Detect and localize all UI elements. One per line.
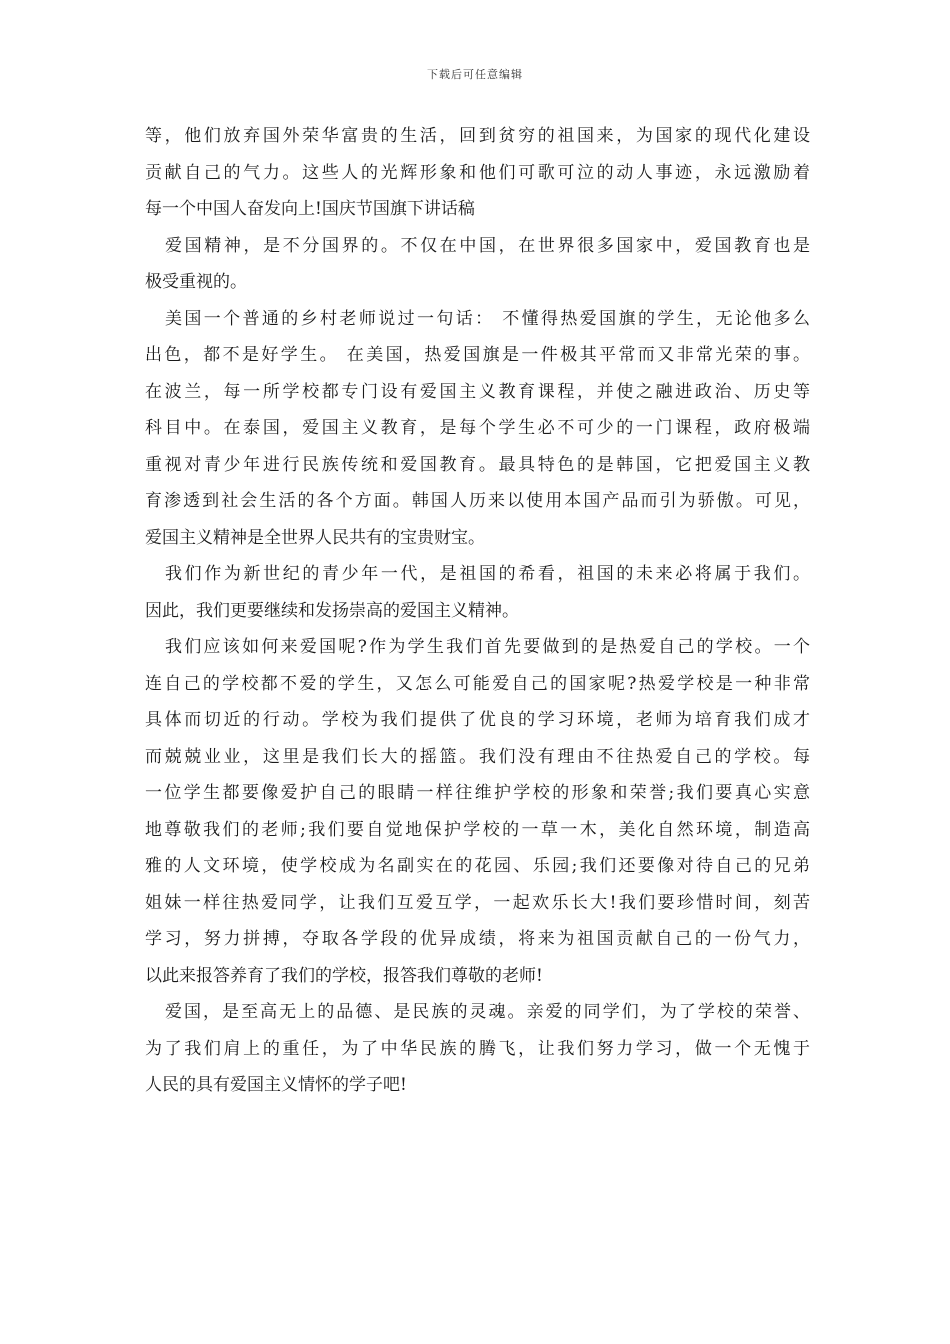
text-line: 人民的具有爱国主义情怀的学子吧! <box>145 1075 407 1095</box>
text-line: 重视对青少年进行民族传统和爱国教育。最具特色的是韩国，它把爱国主义教 <box>145 454 810 475</box>
text-line: 姐妹一样往热爱同学，让我们互爱互学，一起欢乐长大!我们要珍惜时间，刻苦 <box>145 892 810 913</box>
text-line: 爱国，是至高无上的品德、是民族的灵魂。亲爱的同学们，为了学校的荣誉、 <box>165 1002 810 1022</box>
text-line: 极受重视的。 <box>145 272 247 292</box>
page-header: 下载后可任意编辑 <box>427 68 523 81</box>
text-line: 因此，我们更要继续和发扬崇高的爱国主义精神。 <box>145 600 519 621</box>
text-line: 出色，都不是好学生。 在美国，热爱国旗是一件极其平常而又非常光荣的事。 <box>145 345 810 365</box>
text-line: 学习，努力拼搏，夺取各学段的优异成绩，将来为祖国贡献自己的一份气力， <box>145 929 810 949</box>
text-line: 连自己的学校都不爱的学生，又怎么可能爱自己的国家呢?热爱学校是一种非常 <box>145 673 810 694</box>
text-line: 等，他们放弃国外荣华富贵的生活，回到贫穷的祖国来，为国家的现代化建设 <box>145 126 810 146</box>
text-line: 地尊敬我们的老师;我们要自觉地保护学校的一草一木，美化自然环境，制造高 <box>145 819 810 840</box>
text-line: 科目中。在泰国，爱国主义教育，是每个学生必不可少的一门课程，政府极端 <box>145 418 810 438</box>
text-line: 每一个中国人奋发向上!国庆节国旗下讲话稿 <box>145 199 475 219</box>
text-line: 以此来报答养育了我们的学校，报答我们尊敬的老师! <box>145 965 543 986</box>
text-line: 育渗透到社会生活的各个方面。韩国人历来以使用本国产品而引为骄傲。可见， <box>145 491 810 511</box>
text-line: 雅的人文环境，使学校成为名副实在的花园、乐园;我们还要像对待自己的兄弟 <box>145 856 810 876</box>
text-line: 爱国主义精神是全世界人民共有的宝贵财宝。 <box>145 527 485 548</box>
text-line: 为了我们肩上的重任，为了中华民族的腾飞，让我们努力学习，做一个无愧于 <box>145 1038 810 1059</box>
text-line: 而兢兢业业，这里是我们长大的摇篮。我们没有理由不往热爱自己的学校。每 <box>145 746 810 767</box>
text-line: 我们应该如何来爱国呢?作为学生我们首先要做到的是热爱自己的学校。一个 <box>165 637 810 657</box>
document-body <box>145 118 810 1104</box>
text-line: 贡献自己的气力。这些人的光辉形象和他们可歌可泣的动人事迹，永远激励着 <box>145 162 810 183</box>
text-line: 爱国精神，是不分国界的。不仅在中国，在世界很多国家中，爱国教育也是 <box>165 235 810 256</box>
text-line: 在波兰，每一所学校都专门设有爱国主义教育课程，并使之融进政治、历史等 <box>145 381 810 402</box>
text-line: 美国一个普通的乡村老师说过一句话： 不懂得热爱国旗的学生，无论他多么 <box>165 308 810 329</box>
text-line: 我们作为新世纪的青少年一代，是祖国的希看，祖国的未来必将属于我们。 <box>165 564 810 584</box>
text-line: 一位学生都要像爱护自己的眼睛一样往维护学校的形象和荣誉;我们要真心实意 <box>145 783 810 803</box>
text-line: 具体而切近的行动。学校为我们提供了优良的学习环境，老师为培育我们成才 <box>145 710 810 730</box>
